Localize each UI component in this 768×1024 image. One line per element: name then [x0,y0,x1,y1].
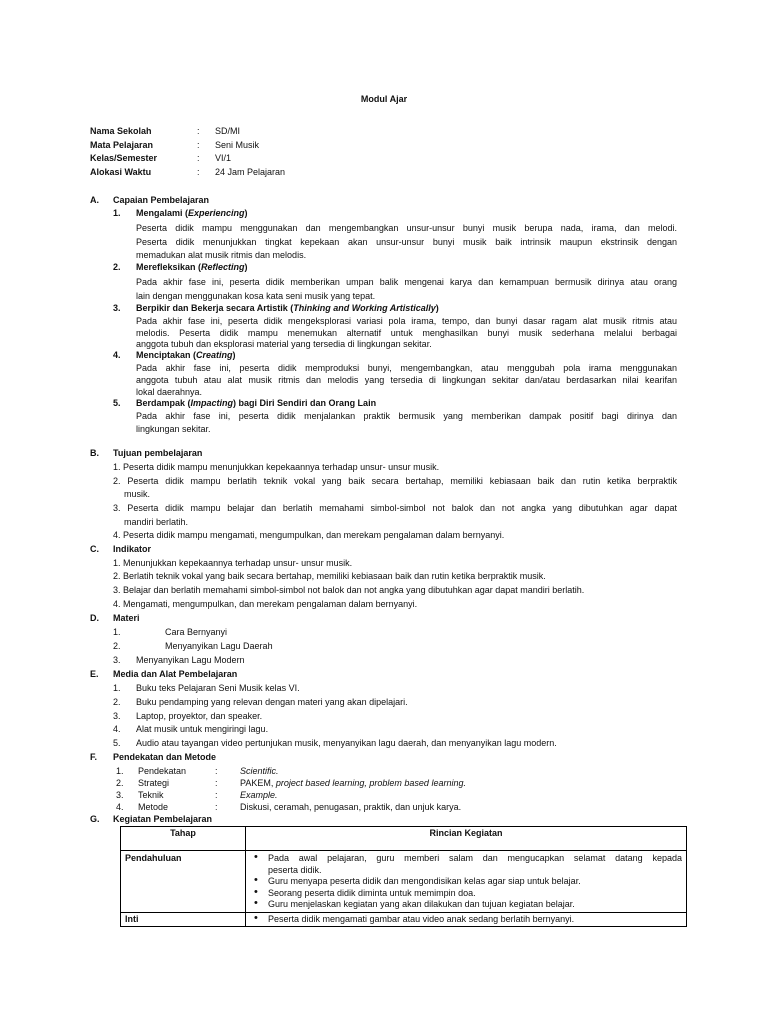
list-item: Cara Bernyanyi [165,627,228,637]
item-heading: Mengalami (Experiencing) [136,208,248,218]
method-label: Strategi [138,778,170,788]
method-value: Example. [240,790,278,800]
section-letter: A. [90,195,99,205]
item-heading: Berpikir dan Bekerja secara Artistik (Thinking and Working Artistically) [136,303,439,313]
section-heading: Indikator [113,544,152,554]
section-heading: Tujuan pembelajaran [113,448,203,458]
identity-label: Alokasi Waktu [90,167,152,177]
method-separator: : [215,802,218,812]
list-number: 2. [113,697,121,707]
item-heading: Merefleksikan (Reflecting) [136,262,248,272]
list-number: 3. [116,790,124,800]
section-letter: C. [90,544,99,554]
method-label: Metode [138,802,169,812]
identity-separator: : [197,153,200,163]
stage-cell: Inti [121,912,246,927]
list-number: 4. [116,802,124,812]
method-separator: : [215,790,218,800]
list-item: 2. Berlatih teknik vokal yang baik secara bertahap, memiliki kebiasaan baik dan rutin ketika berpraktik musik. [113,571,546,581]
item-paragraph: Pada akhir fase ini, peserta didik mengeksplorasi variasi pola irama, tempo, dan bunyi dasar ragam alat musik ritmis atau melodis. Peserta didik mampu menemukan alternatif untuk menghasilkan bunyi musik sederhana melalui berbagai anggota tubuh dan eksplorasi material yang tersedia di lingkungan sekitar. [136,316,677,349]
item-number: 1. [113,208,121,218]
list-number: 2. [116,778,124,788]
section-heading: Pendekatan dan Metode [113,752,217,762]
activity-cell [246,851,687,913]
identity-value: Seni Musik [215,140,260,150]
table-row [121,851,687,913]
item-number: 2. [113,262,121,272]
list-item: 4. Peserta didik mampu mengamati, mengumpulkan, dan merekam pengalaman dalam bernyanyi. [113,530,505,540]
list-item: • Peserta didik mengamati gambar atau video anak sedang berlatih bernyanyi. [250,914,682,926]
list-item: 3. Peserta didik mampu belajar dan berlatih memahami simbol-simbol not balok dan not angka yang dibutuhkan agar dapat [113,503,677,513]
identity-separator: : [197,126,200,136]
list-item: • Seorang peserta didik diminta untuk memimpin doa. [250,888,682,900]
section-letter: E. [90,669,99,679]
activities-table [120,826,687,927]
list-item: Menyanyikan Lagu Daerah [165,641,273,651]
list-item: 4. Mengamati, mengumpulkan, dan merekam pengalaman dalam bernyanyi. [113,599,418,609]
method-value: Scientific. [240,766,279,776]
identity-separator: : [197,167,200,177]
method-separator: : [215,766,218,776]
section-heading: Materi [113,613,140,623]
list-item-continuation: musik. [124,489,151,499]
list-item: Buku pendamping yang relevan dengan materi yang akan dipelajari. [136,697,408,707]
section-letter: F. [90,752,98,762]
item-number: 3. [113,303,121,313]
identity-label: Kelas/Semester [90,153,158,163]
item-paragraph: Pada akhir fase ini, peserta didik menjalankan praktik bermusik yang memberikan dampak positif bagi dirinya dan lingkungan sekitar. [136,411,677,434]
method-label: Teknik [138,790,164,800]
list-item: 1. Peserta didik mampu menunjukkan kepekaannya terhadap unsur- unsur musik. [113,462,440,472]
item-paragraph: Pada akhir fase ini, peserta didik memproduksi bunyi, mengembangkan, atau menggubah pola irama menggunakan anggota tubuh atau alat musik ritmis dan melodis yang tersedia di lingkungan sekitar dan/atau berdasarkan nilai kearifan lokal daerahnya. [136,363,677,397]
method-separator: : [215,778,218,788]
list-item: • Guru menyapa peserta didik dan mengondisikan kelas agar siap untuk belajar. [250,876,682,888]
column-header-rincian: Rincian Kegiatan [246,827,687,851]
list-number: 1. [116,766,124,776]
item-number: 5. [113,398,121,408]
identity-value: VI/1 [215,153,232,163]
method-label: Pendekatan [138,766,187,776]
identity-label: Mata Pelajaran [90,140,154,150]
list-number: 1. [113,683,121,693]
identity-value: 24 Jam Pelajaran [215,167,286,177]
list-number: 4. [113,724,121,734]
activity-list [250,853,682,911]
list-item: Buku teks Pelajaran Seni Musik kelas VI. [136,683,300,693]
list-item: • Pada awal pelajaran, guru memberi salam dan mengucapkan selamat datang kepada peserta didik. [250,853,682,876]
list-item: Menyanyikan Lagu Modern [136,655,245,665]
list-item-continuation: mandiri berlatih. [124,517,189,527]
list-number: 2. [113,641,121,651]
list-number: 1. [113,627,121,637]
identity-separator: : [197,140,200,150]
section-heading: Capaian Pembelajaran [113,195,210,205]
item-heading: Menciptakan (Creating) [136,350,236,360]
list-item: 3. Belajar dan berlatih memahami simbol-simbol not balok dan not angka yang dibutuhkan agar dapat mandiri berlatih. [113,585,585,595]
identity-label: Nama Sekolah [90,126,152,136]
list-item: • Guru menjelaskan kegiatan yang akan dilakukan dan tujuan kegiatan belajar. [250,899,682,911]
stage-cell: Pendahuluan [121,851,246,913]
item-number: 4. [113,350,121,360]
list-item: 1. Menunjukkan kepekaannya terhadap unsur- unsur musik. [113,558,353,568]
table-row [121,912,687,927]
item-paragraph: Pada akhir fase ini, peserta didik memberikan umpan balik mengenai karya dan kemampuan bermusik dirinya atau orang lain dengan menggunakan kosa kata seni musik yang tepat. [136,277,677,301]
item-paragraph: Peserta didik mampu menggunakan dan mengembangkan unsur-unsur bunyi musik berupa nada, irama, dan melodi. Peserta didik menunjukkan tingkat kepekaan akan unsur-unsur bunyi musik baik intrinsik maupun ekstrinsik dengan memadukan alat musik ritmis dan melodis. [136,223,677,260]
activity-cell [246,912,687,927]
column-header-tahap: Tahap [121,827,246,851]
section-heading: Kegiatan Pembelajaran [113,814,213,824]
list-number: 3. [113,655,121,665]
item-heading: Berdampak (Impacting) bagi Diri Sendiri dan Orang Lain [136,398,377,408]
list-item: Alat musik untuk mengiringi lagu. [136,724,269,734]
activity-list [250,914,682,926]
document-title: Modul Ajar [360,94,408,104]
list-item: Audio atau tayangan video pertunjukan musik, menyanyikan lagu daerah, dan menyanyikan lagu modern. [136,738,557,748]
section-heading: Media dan Alat Pembelajaran [113,669,238,679]
identity-value: SD/MI [215,126,241,136]
table-header-row [121,827,687,851]
list-item: Laptop, proyektor, dan speaker. [136,711,263,721]
list-number: 3. [113,711,121,721]
method-value: Diskusi, ceramah, penugasan, praktik, dan unjuk karya. [240,802,462,812]
method-value: PAKEM, project based learning, problem based learning. [240,778,466,788]
list-number: 5. [113,738,121,748]
section-letter: D. [90,613,99,623]
section-letter: G. [90,814,100,824]
list-item: 2. Peserta didik mampu berlatih teknik vokal yang baik secara bertahap, memiliki kebiasaan baik dan rutin ketika berpraktik [113,476,677,486]
section-letter: B. [90,448,99,458]
